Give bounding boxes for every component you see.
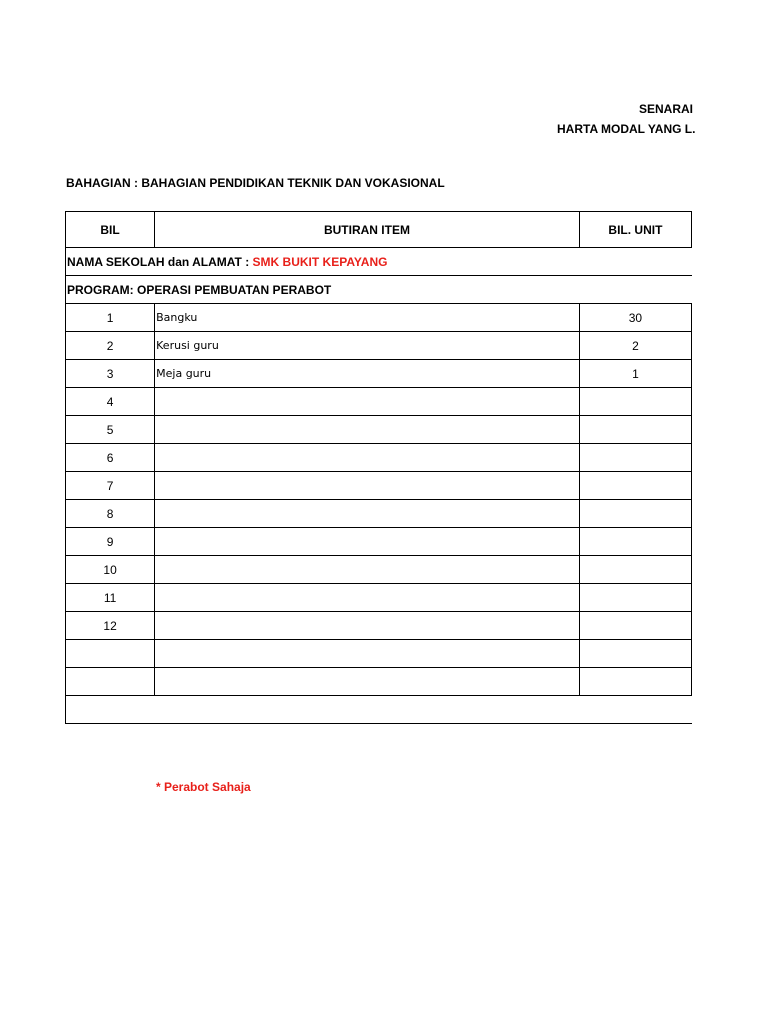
school-label: NAMA SEKOLAH dan ALAMAT : [67,254,250,269]
cell-bil: 11 [66,584,155,612]
cell-butiran-item [155,500,580,528]
school-cell [66,248,692,276]
cell-bil-unit [579,640,691,668]
cell-bil: 4 [66,388,155,416]
cell-butiran-item: Meja guru [155,360,580,388]
column-header-butiran-item: BUTIRAN ITEM [155,212,580,248]
cell-bil-unit [579,668,691,696]
cell-bil-unit: 2 [579,332,691,360]
table-row [66,500,692,528]
cell-bil: 8 [66,500,155,528]
footnote: * Perabot Sahaja [156,780,251,794]
table-row [66,612,692,640]
table-row [66,388,692,416]
table-row [66,360,692,388]
table-row [66,472,692,500]
table-footer-row [66,696,692,724]
bahagian-label: BAHAGIAN : BAHAGIAN PENDIDIKAN TEKNIK DAN VOKASIONAL [66,176,445,190]
table-row [66,304,692,332]
school-name: SMK BUKIT KEPAYANG [252,254,388,269]
cell-butiran-item [155,668,580,696]
school-row [66,248,692,276]
table-footer-cell [66,696,692,724]
cell-butiran-item [155,556,580,584]
cell-butiran-item [155,584,580,612]
cell-bil-unit [579,556,691,584]
table-row [66,556,692,584]
cell-bil-unit [579,444,691,472]
table-row [66,528,692,556]
cell-bil: 7 [66,472,155,500]
table-row [66,444,692,472]
cell-butiran-item [155,388,580,416]
cell-bil: 3 [66,360,155,388]
cell-butiran-item: Kerusi guru [155,332,580,360]
table-body [66,248,692,724]
cell-bil-unit [579,528,691,556]
cell-butiran-item [155,612,580,640]
cell-butiran-item [155,640,580,668]
program-row [66,276,692,304]
program-cell: PROGRAM: OPERASI PEMBUATAN PERABOT [66,276,692,304]
cell-bil: 1 [66,304,155,332]
table-row [66,640,692,668]
item-table [65,211,692,724]
cell-butiran-item [155,444,580,472]
cell-bil [66,640,155,668]
cell-bil-unit: 30 [579,304,691,332]
cell-butiran-item: Bangku [155,304,580,332]
cell-bil-unit [579,388,691,416]
table-row [66,584,692,612]
cell-bil: 6 [66,444,155,472]
cell-bil: 9 [66,528,155,556]
table-row [66,668,692,696]
document-title-line-1: SENARAI [639,102,694,116]
cell-bil: 5 [66,416,155,444]
cell-bil-unit: 1 [579,360,691,388]
cell-bil: 2 [66,332,155,360]
cell-bil-unit [579,472,691,500]
cell-bil: 12 [66,612,155,640]
column-header-bil-unit: BIL. UNIT [579,212,691,248]
column-header-bil: BIL [66,212,155,248]
table-row [66,416,692,444]
cell-bil-unit [579,612,691,640]
cell-bil-unit [579,500,691,528]
table-header-row [66,212,692,248]
cell-butiran-item [155,416,580,444]
document-title-line-2: HARTA MODAL YANG L. [557,122,696,136]
table-row [66,332,692,360]
cell-butiran-item [155,528,580,556]
cell-bil [66,668,155,696]
cell-bil-unit [579,416,691,444]
cell-bil: 10 [66,556,155,584]
cell-bil-unit [579,584,691,612]
cell-butiran-item [155,472,580,500]
